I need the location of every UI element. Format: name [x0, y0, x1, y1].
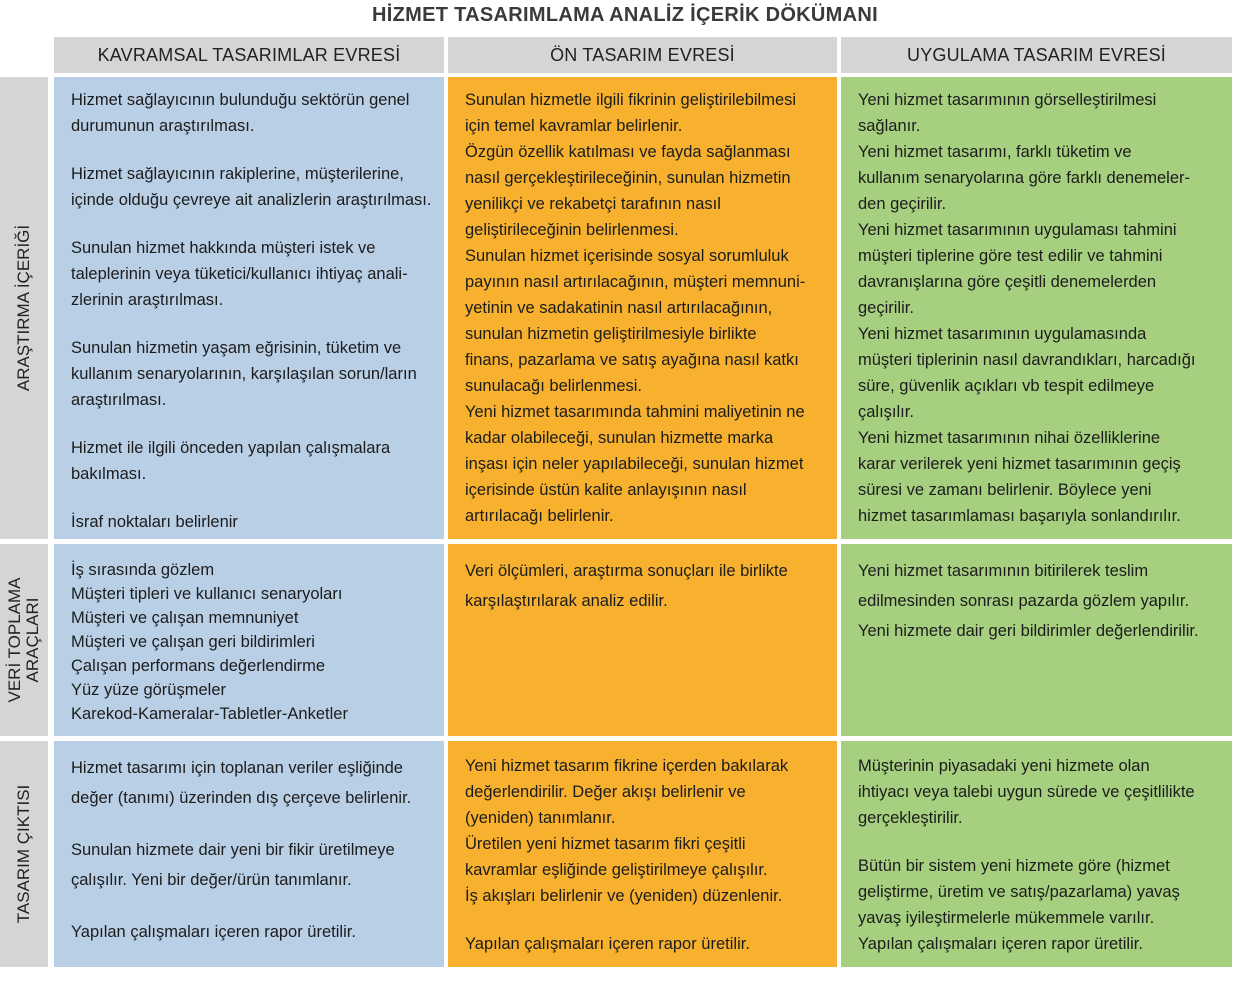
document-title: HİZMET TASARIMLAMA ANALİZ İÇERİK DÖKÜMANI — [372, 4, 878, 26]
cell-arastirma-on-tasarim — [448, 77, 837, 539]
cell-paragraph: İsraf noktaları belirlenir — [71, 513, 238, 531]
row-header-tasarim-ciktisi — [0, 741, 48, 967]
row-header-label: TASARIM ÇIKTISI — [14, 784, 33, 924]
cell-paragraph: Sunulan hizmet hakkında müşteri istek ve taleplerinin veya tüketici/kullanıcı ihtiyaç anali- zlerinin araştırılması. — [71, 239, 408, 309]
cell-paragraph: Veri ölçümleri, araştırma sonuçları ile birlikte karşılaştırılarak analiz edilir. — [465, 562, 788, 610]
cell-paragraph: Hizmet ile ilgili önceden yapılan çalışmalara bakılması. — [71, 439, 391, 483]
cell-paragraph: Sunulan hizmetle ilgili fikrinin geliştirilebilmesi için temel kavramlar belirlenir. Özgün özellik katılması ve fayda sağlanması nasıl gerçekleştirileceğinin, sunulan hizmetin yenilikçi ve rekabetçi tarafının nasıl geliştirileceğinin belirlenmesi. Sunulan hizmet içerisinde sosyal sorumluluk payının nasıl artırılacağının, müşteri memnuni- yetinin ve sadakatinin nasıl artırılacağının, sunulan hizmetin geliştirilmesiyle birlikte finans, pazarlama ve satış ayağına nasıl katkı sunulacağı belirlenmesi. Yeni hizmet tasarımında tahmini maliyetinin ne kadar olabileceği, sunulan hizmette marka inşası için neler yapılabileceği, sunulan hizmet içerisinde üstün kalite anlayışının nasıl artırılacağı belirlenir. — [465, 91, 806, 525]
column-header-kavramsal: KAVRAMSAL TASARIMLAR EVRESİ — [54, 37, 444, 73]
cell-paragraph: Sunulan hizmete dair yeni bir fikir üretilmeye çalışılır. Yeni bir değer/ürün tanımlanır. — [71, 841, 395, 889]
row-header-label — [6, 577, 42, 702]
cell-arastirma-kavramsal — [54, 77, 444, 539]
cell-paragraph: Sunulan hizmetin yaşam eğrisinin, tüketim ve kullanım senaryolarının, karşılaşılan sorun/ların araştırılması. — [71, 339, 417, 409]
column-header-on-tasarim: ÖN TASARIM EVRESİ — [448, 37, 837, 73]
cell-paragraph: Müşterinin piyasadaki yeni hizmete olan ihtiyacı veya talebi uygun sürede ve çeşitlilikte gerçekleştirilir. — [858, 757, 1195, 827]
cell-paragraph: Hizmet sağlayıcının bulunduğu sektörün genel durumunun araştırılması. — [71, 91, 410, 135]
cell-cikti-kavramsal — [54, 741, 444, 967]
cell-veri-uygulama — [841, 544, 1232, 736]
cell-paragraph: Yeni hizmet tasarım fikrine içerden bakılarak değerlendirilir. Değer akışı belirlenir ve (yeniden) tanımlanır. Üretilen yeni hizmet tasarım fikri çeşitli kavramlar eşliğinde geliştirilmeye çalışılır. İş akışları belirlenir ve (yeniden) düzenlenir. — [465, 757, 789, 905]
column-header-uygulama: UYGULAMA TASARIM EVRESİ — [841, 37, 1232, 73]
cell-veri-on-tasarim — [448, 544, 837, 736]
cell-arastirma-uygulama — [841, 77, 1232, 539]
cell-cikti-uygulama — [841, 741, 1232, 967]
cell-paragraph: Hizmet tasarımı için toplanan veriler eşliğinde değer (tanımı) üzerinden dış çerçeve belirlenir. — [71, 759, 412, 807]
cell-paragraph: Yeni hizmet tasarımının görselleştirilmesi sağlanır. Yeni hizmet tasarımı, farklı tüketim ve kullanım senaryolarına göre farklı denemeler- den geçirilir. Yeni hizmet tasarımının uygulaması tahmini müşteri tiplerine göre test edilir ve tahmini davranışlarına göre çeşitli denemelerden geçirilir. Yeni hizmet tasarımının uygulamasında müşteri tiplerinin nasıl davrandıkları, harcadığı süre, güvenlik açıkları vb tespit edilmeye çalışılır. Yeni hizmet tasarımının nihai özelliklerine karar verilerek yeni hizmet tasarımının geçiş süresi ve zamanı belirlenir. Böylece yeni hizmet tasarımlaması başarıyla sonlandırılır. — [858, 91, 1196, 525]
row-header-label-line: ARAÇLARI — [23, 597, 42, 683]
row-header-label-line: VERİ TOPLAMA — [5, 577, 24, 703]
row-header-veri-toplama — [0, 544, 48, 736]
cell-paragraph: Yapılan çalışmaları içeren rapor üretilir. — [465, 935, 750, 953]
cell-paragraph: Yapılan çalışmaları içeren rapor üretilir. — [71, 923, 356, 941]
cell-veri-kavramsal — [54, 544, 444, 736]
row-header-label: ARAŞTIRMA İÇERİĞİ — [14, 224, 33, 392]
cell-paragraph: Yeni hizmet tasarımının bitirilerek teslim edilmesinden sonrası pazarda gözlem yapılır. Yeni hizmete dair geri bildirimler değerlendirilir. — [858, 562, 1199, 640]
cell-paragraph: Hizmet sağlayıcının rakiplerine, müşterilerine, içinde olduğu çevreye ait analizlerin araştırılması. — [71, 165, 432, 209]
cell-paragraph: İş sırasında gözlem Müşteri tipleri ve kullanıcı senaryoları Müşteri ve çalışan memnuniyet Müşteri ve çalışan geri bildirimleri Çalışan performans değerlendirme Yüz yüze görüşmeler Karekod-Kameralar-Tabletler-Anketler — [71, 561, 348, 723]
cell-cikti-on-tasarim — [448, 741, 837, 967]
row-header-arastirma — [0, 77, 48, 539]
cell-paragraph: Bütün bir sistem yeni hizmete göre (hizmet geliştirme, üretim ve satış/pazarlama) yavaş yavaş iyileştirmelerle mükemmele varılır. Yapılan çalışmaları içeren rapor üretilir. — [858, 857, 1180, 953]
